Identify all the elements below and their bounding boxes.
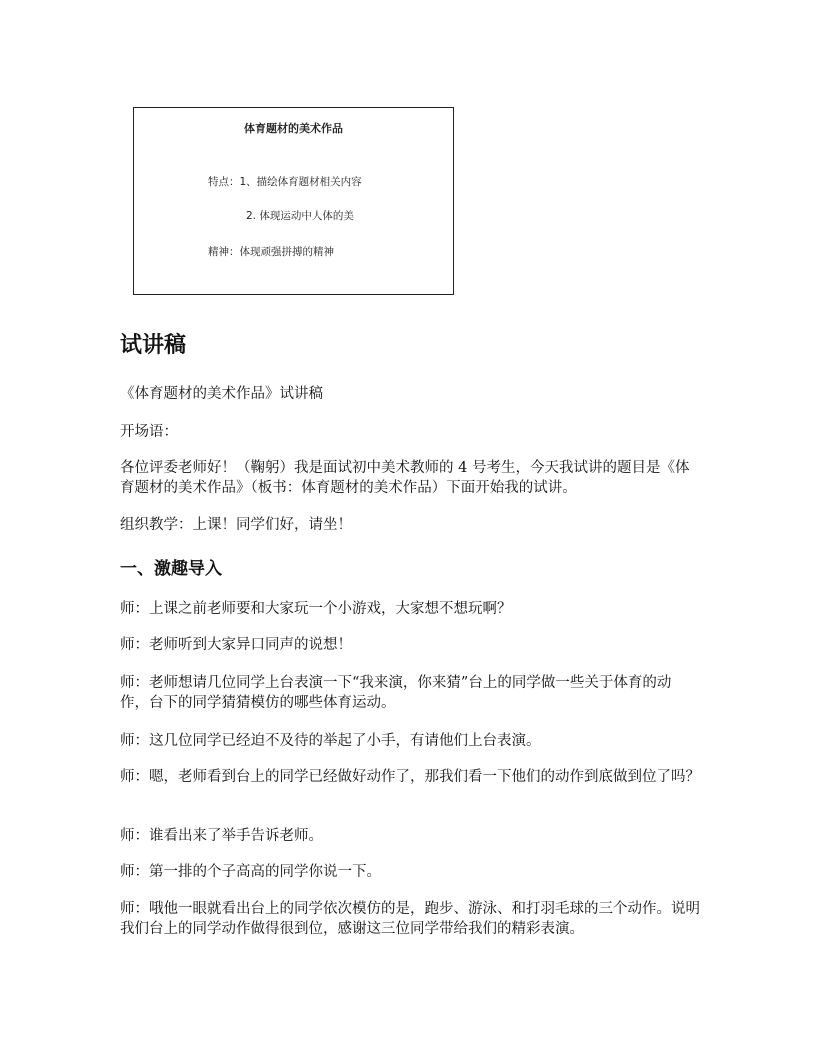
paragraph-5: 师：嗯，老师看到台上的同学已经做好动作了，那我们看一下他们的动作到底做到位了吗？ (120, 769, 700, 785)
subtitle: 《体育题材的美术作品》试讲稿 (120, 386, 323, 402)
paragraph-7: 师：第一排的个子高高的同学你说一下。 (120, 864, 381, 880)
organize-paragraph: 组织教学：上课！同学们好，请坐！ (120, 517, 352, 533)
section-heading-1: 一、激趣导入 (120, 559, 222, 579)
paragraph-6: 师：谁看出来了举手告诉老师。 (120, 828, 323, 844)
blackboard-diagram (133, 107, 454, 295)
paragraph-3: 师：老师想请几位同学上台表演一下“我来演，你来猜”台上的同学做一些关于体育的动作，台下的同学猜猜模仿的哪些体育运动。 (120, 675, 672, 711)
board-title: 体育题材的美术作品 (244, 122, 343, 135)
board-line-spirit: 精神：体现顽强拼搏的精神 (208, 246, 334, 258)
board-line-features: 特点：1、描绘体育题材相关内容 (208, 176, 362, 188)
paragraph-8: 师：哦他一眼就看出台上的同学依次模仿的是，跑步、游泳、和打羽毛球的三个动作。说明我们台上的同学动作做得很到位，感谢这三位同学带给我们的精彩表演。 (120, 901, 700, 937)
board-line-features-2: 2. 体现运动中人体的美 (246, 210, 354, 222)
document-title: 试讲稿 (120, 333, 187, 358)
opening-paragraph: 各位评委老师好！（鞠躬）我是面试初中美术教师的 4 号考生，今天我试讲的题目是《体育题材的美术作品》（板书：体育题材的美术作品）下面开始我的试讲。 (120, 460, 690, 496)
paragraph-1: 师：上课之前老师要和大家玩一个小游戏，大家想不想玩啊？ (120, 601, 512, 617)
paragraph-4: 师：这几位同学已经迫不及待的举起了小手，有请他们上台表演。 (120, 733, 541, 749)
opening-label: 开场语： (120, 424, 178, 440)
paragraph-2: 师：老师听到大家异口同声的说想！ (120, 637, 352, 653)
